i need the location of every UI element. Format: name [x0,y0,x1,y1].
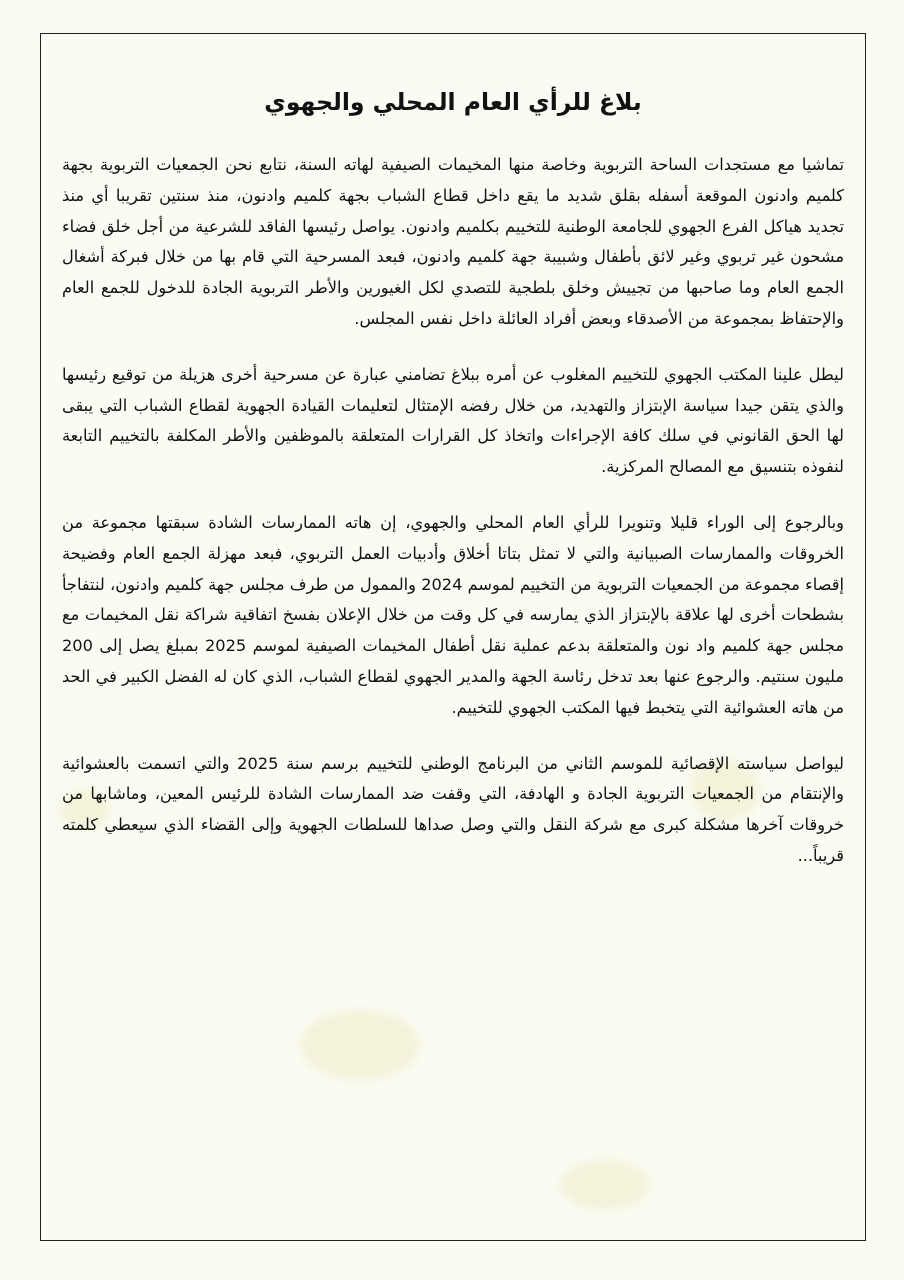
paragraph-2: ليطل علينا المكتب الجهوي للتخييم المغلوب عن أمره ببلاغ تضامني عبارة عن مسرحية أخرى هزيلة من توقيع رئيسها والذي يتقن جيدا سياسة الإبتزاز والتهديد، من خلال رفضه الإمتثال لتعليمات القيادة الجهوية لقطاع الشباب التي يبقى لها الحق القانوني في سلك كافة الإجراءات واتخاذ كل القرارات المتعلقة بالموظفين والأطر المكلفة بالتخييم التابعة لنفوذه بتنسيق مع المصالح المركزية. [62,364,844,477]
document-body [62,82,844,897]
document-title: بلاغ للرأي العام المحلي والجهوي [264,88,642,116]
paragraph-4: ليواصل سياسته الإقصائية للموسم الثاني من البرنامج الوطني للتخييم برسم سنة 2025 والتي اتسمت بالعشوائية والإنتقام من الجمعيات التربوية الجادة و الهادفة، التي وقفت ضد الممارسات الشادة للرئيس المعين، وماشابها من خروقات آخرها مشكلة كبرى مع شركة النقل والتي وصل صداها للسلطات الجهوية وإلى القضاء الذي سيعطي كلمته قريباً... [62,753,844,865]
paragraph-3: وبالرجوع إلى الوراء قليلا وتنويرا للرأي العام المحلي والجهوي، إن هاته الممارسات الشادة سبقتها مجموعة من الخروقات والممارسات الصبيانية والتي لا تمثل بتاتا أخلاق وأدبيات العمل التربوي، فبعد مهزلة الجمع العام وفضيحة إقصاء مجموعة من الجمعيات التربوية من التخييم لموسم 2024 والممول من طرف مجلس جهة كلميم وادنون، لنتفاجأ بشطحات أخرى لها علاقة بالإبتزاز الذي يمارسه في كل وقت من خلال الإعلان بفسخ اتفاقية شراكة نقل المخيمات مع مجلس جهة كلميم واد نون والمتعلقة بدعم عملية نقل أطفال المخيمات الصيفية لموسم 2025 بمبلغ يصل إلى 200 مليون سنتيم. والرجوع عنها بعد تدخل رئاسة الجهة والمدير الجهوي لقطاع الشباب، الذي كان له الفضل الكبير في الحد من هاته العشوائية التي يتخبط فيها المكتب الجهوي للتخييم. [62,512,845,717]
paragraph-1: تماشيا مع مستجدات الساحة التربوية وخاصة منها المخيمات الصيفية لهاته السنة، نتابع نحن الجمعيات التربوية بجهة كلميم وادنون الموقعة أسفله بقلق شديد ما يقع داخل قطاع الشباب بجهة كلميم وادنون، منذ سنتين تقريبا أي منذ تجديد هياكل الفرع الجهوي للجامعة الوطنية للتخييم بكلميم وادنون. يواصل رئيسها الفاقد للشرعية من أجل خلق فضاء مشحون غير تربوي وغير لائق بأطفال وشبيبة جهة كلميم وادنون، فبعد المسرحية التي قام بها من خلال فبركة أشغال الجمع العام وما صاحبها من تجييش وخلق بلطجية للتصدي لكل الغيورين والأطر التربوية الجادة للدخول للجمع العام والإحتفاظ بمجموعة من الأصدقاء وبعض أفراد العائلة داخل نفس المجلس. [62,155,844,328]
